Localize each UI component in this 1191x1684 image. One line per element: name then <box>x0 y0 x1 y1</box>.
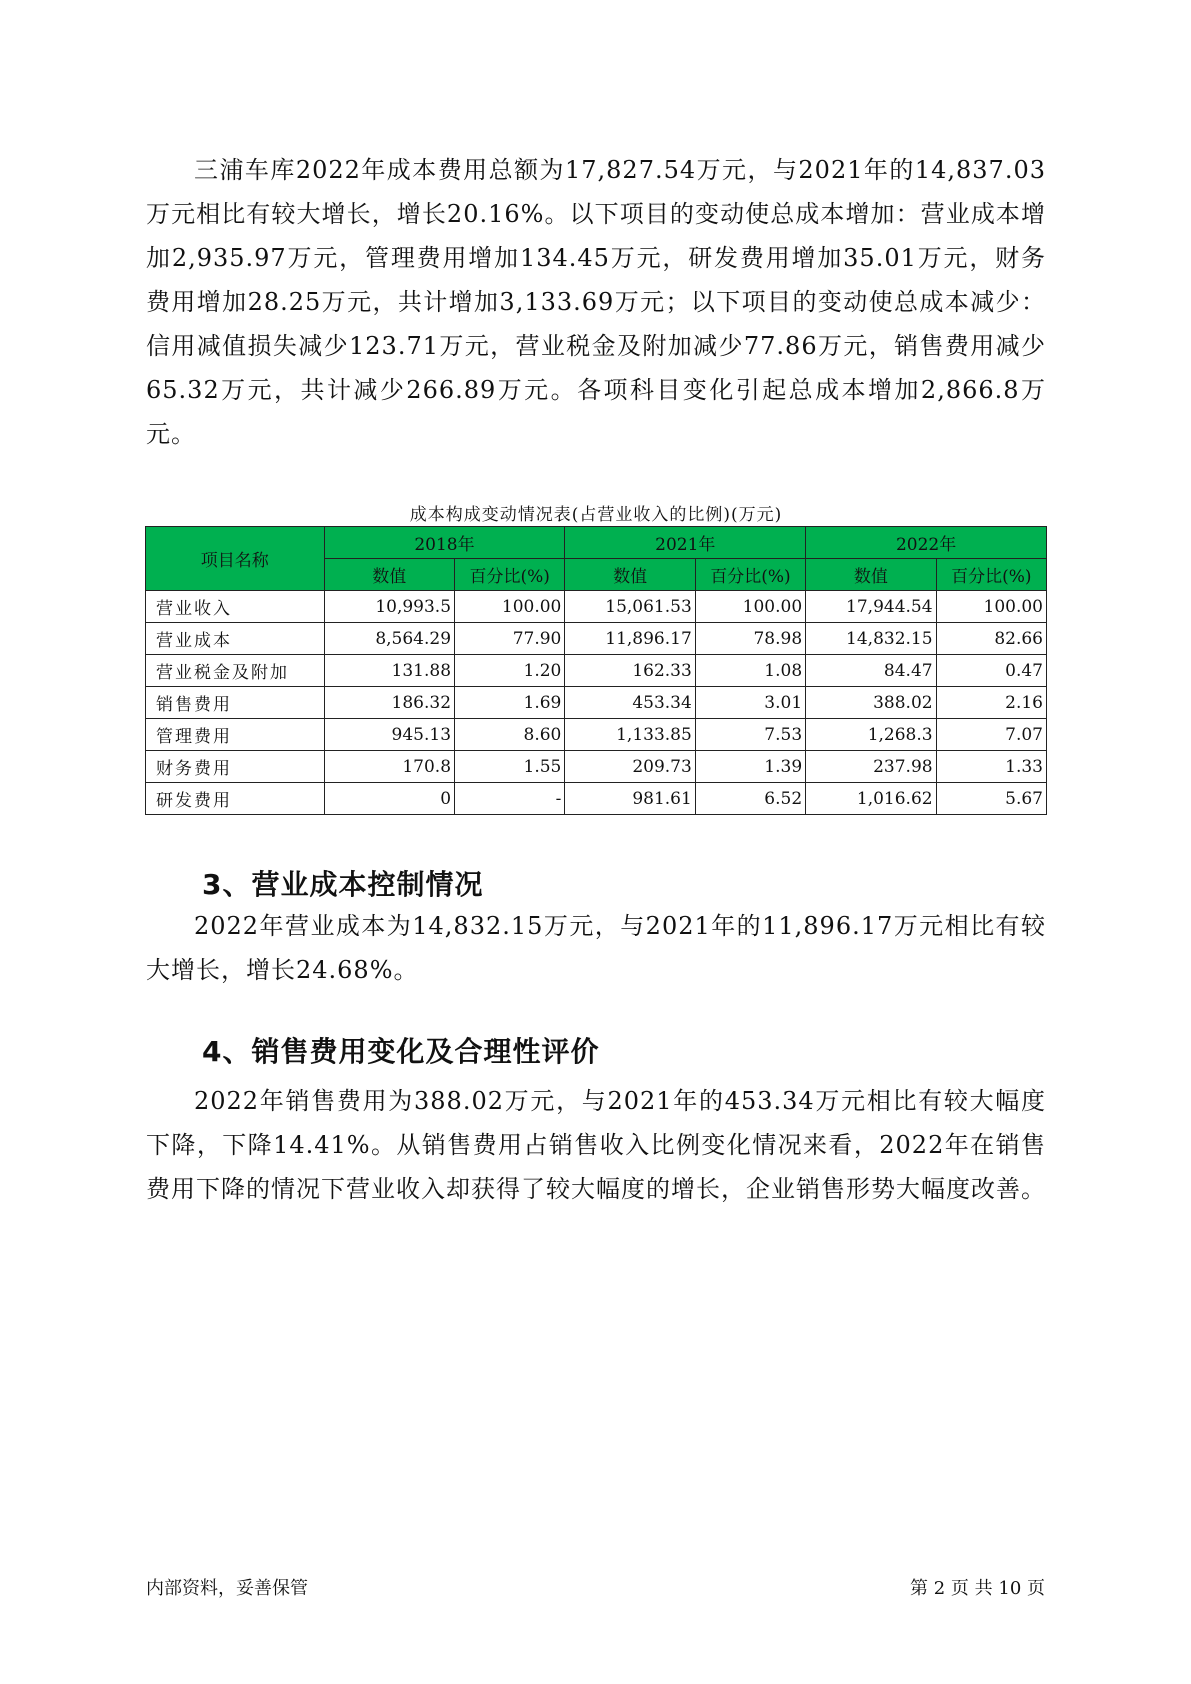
cell: 8,564.29 <box>324 623 454 655</box>
subheader-percent: 百分比(%) <box>695 559 805 591</box>
table-row <box>146 751 1047 783</box>
subheader-value: 数值 <box>565 559 695 591</box>
cell: 11,896.17 <box>565 623 695 655</box>
cost-structure-table <box>145 526 1047 815</box>
row-name: 财务费用 <box>146 751 325 783</box>
table-caption: 成本构成变动情况表(占营业收入的比例)(万元) <box>409 505 783 525</box>
cell: 2.16 <box>936 687 1046 719</box>
header-year-2018: 2018年 <box>324 527 565 559</box>
header-item-name: 项目名称 <box>146 527 325 591</box>
cell: 17,944.54 <box>806 591 936 623</box>
header-year-2022: 2022年 <box>806 527 1047 559</box>
cell: 0.47 <box>936 655 1046 687</box>
section-3-heading: 3、营业成本控制情况 <box>202 868 484 901</box>
cell: 1.33 <box>936 751 1046 783</box>
cell: 1,133.85 <box>565 719 695 751</box>
cell: 162.33 <box>565 655 695 687</box>
footer-page-number: 第 2 页 共 10 页 <box>910 1578 1045 1599</box>
cell: 1.69 <box>455 687 565 719</box>
subheader-percent: 百分比(%) <box>936 559 1046 591</box>
cell: 15,061.53 <box>565 591 695 623</box>
cell: 1.55 <box>455 751 565 783</box>
cell: - <box>455 783 565 815</box>
cell: 131.88 <box>324 655 454 687</box>
cell: 945.13 <box>324 719 454 751</box>
table-row <box>146 655 1047 687</box>
cell: 453.34 <box>565 687 695 719</box>
footer-confidential-note: 内部资料，妥善保管 <box>146 1578 308 1599</box>
cell: 8.60 <box>455 719 565 751</box>
section-4-paragraph: 2022年销售费用为388.02万元，与2021年的453.34万元相比有较大幅度下降，下降14.41%。从销售费用占销售收入比例变化情况来看，2022年在销售费用下降的情况下营业收入却获得了较大幅度的增长，企业销售形势大幅度改善。 <box>146 1087 1046 1203</box>
section-3-paragraph: 2022年营业成本为14,832.15万元，与2021年的11,896.17万元相比有较大增长，增长24.68%。 <box>146 912 1046 984</box>
cell: 82.66 <box>936 623 1046 655</box>
subheader-value: 数值 <box>324 559 454 591</box>
cell: 186.32 <box>324 687 454 719</box>
row-name: 管理费用 <box>146 719 325 751</box>
row-name: 营业成本 <box>146 623 325 655</box>
cell: 77.90 <box>455 623 565 655</box>
cell: 78.98 <box>695 623 805 655</box>
cell: 6.52 <box>695 783 805 815</box>
table-row <box>146 783 1047 815</box>
table-row <box>146 591 1047 623</box>
intro-paragraph: 三浦车库2022年成本费用总额为17,827.54万元，与2021年的14,837.03万元相比有较大增长，增长20.16%。以下项目的变动使总成本增加：营业成本增加2,935.97万元，管理费用增加134.45万元，研发费用增加35.01万元，财务费用增加28.25万元，共计增加3,133.69万元；以下项目的变动使总成本减少：信用减值损失减少123.71万元，营业税金及附加减少77.86万元，销售费用减少65.32万元，共计减少266.89万元。各项科目变化引起总成本增加2,866.8万元。 <box>146 156 1046 448</box>
cell: 1.20 <box>455 655 565 687</box>
row-name: 销售费用 <box>146 687 325 719</box>
cell: 981.61 <box>565 783 695 815</box>
table-row <box>146 623 1047 655</box>
cell: 7.53 <box>695 719 805 751</box>
cell: 100.00 <box>455 591 565 623</box>
section-4-heading: 4、销售费用变化及合理性评价 <box>202 1035 600 1068</box>
cell: 1.39 <box>695 751 805 783</box>
cell: 3.01 <box>695 687 805 719</box>
cell: 170.8 <box>324 751 454 783</box>
cell: 5.67 <box>936 783 1046 815</box>
cell: 1,016.62 <box>806 783 936 815</box>
row-name: 研发费用 <box>146 783 325 815</box>
cell: 209.73 <box>565 751 695 783</box>
row-name: 营业税金及附加 <box>146 655 325 687</box>
cell: 100.00 <box>695 591 805 623</box>
table-header-row <box>146 527 1047 559</box>
cell: 388.02 <box>806 687 936 719</box>
cell: 1,268.3 <box>806 719 936 751</box>
row-name: 营业收入 <box>146 591 325 623</box>
cell: 7.07 <box>936 719 1046 751</box>
cell: 100.00 <box>936 591 1046 623</box>
subheader-percent: 百分比(%) <box>455 559 565 591</box>
header-year-2021: 2021年 <box>565 527 806 559</box>
cell: 10,993.5 <box>324 591 454 623</box>
cell: 1.08 <box>695 655 805 687</box>
cell: 237.98 <box>806 751 936 783</box>
subheader-value: 数值 <box>806 559 936 591</box>
cell: 84.47 <box>806 655 936 687</box>
cell: 0 <box>324 783 454 815</box>
table-row <box>146 719 1047 751</box>
table-row <box>146 687 1047 719</box>
cell: 14,832.15 <box>806 623 936 655</box>
